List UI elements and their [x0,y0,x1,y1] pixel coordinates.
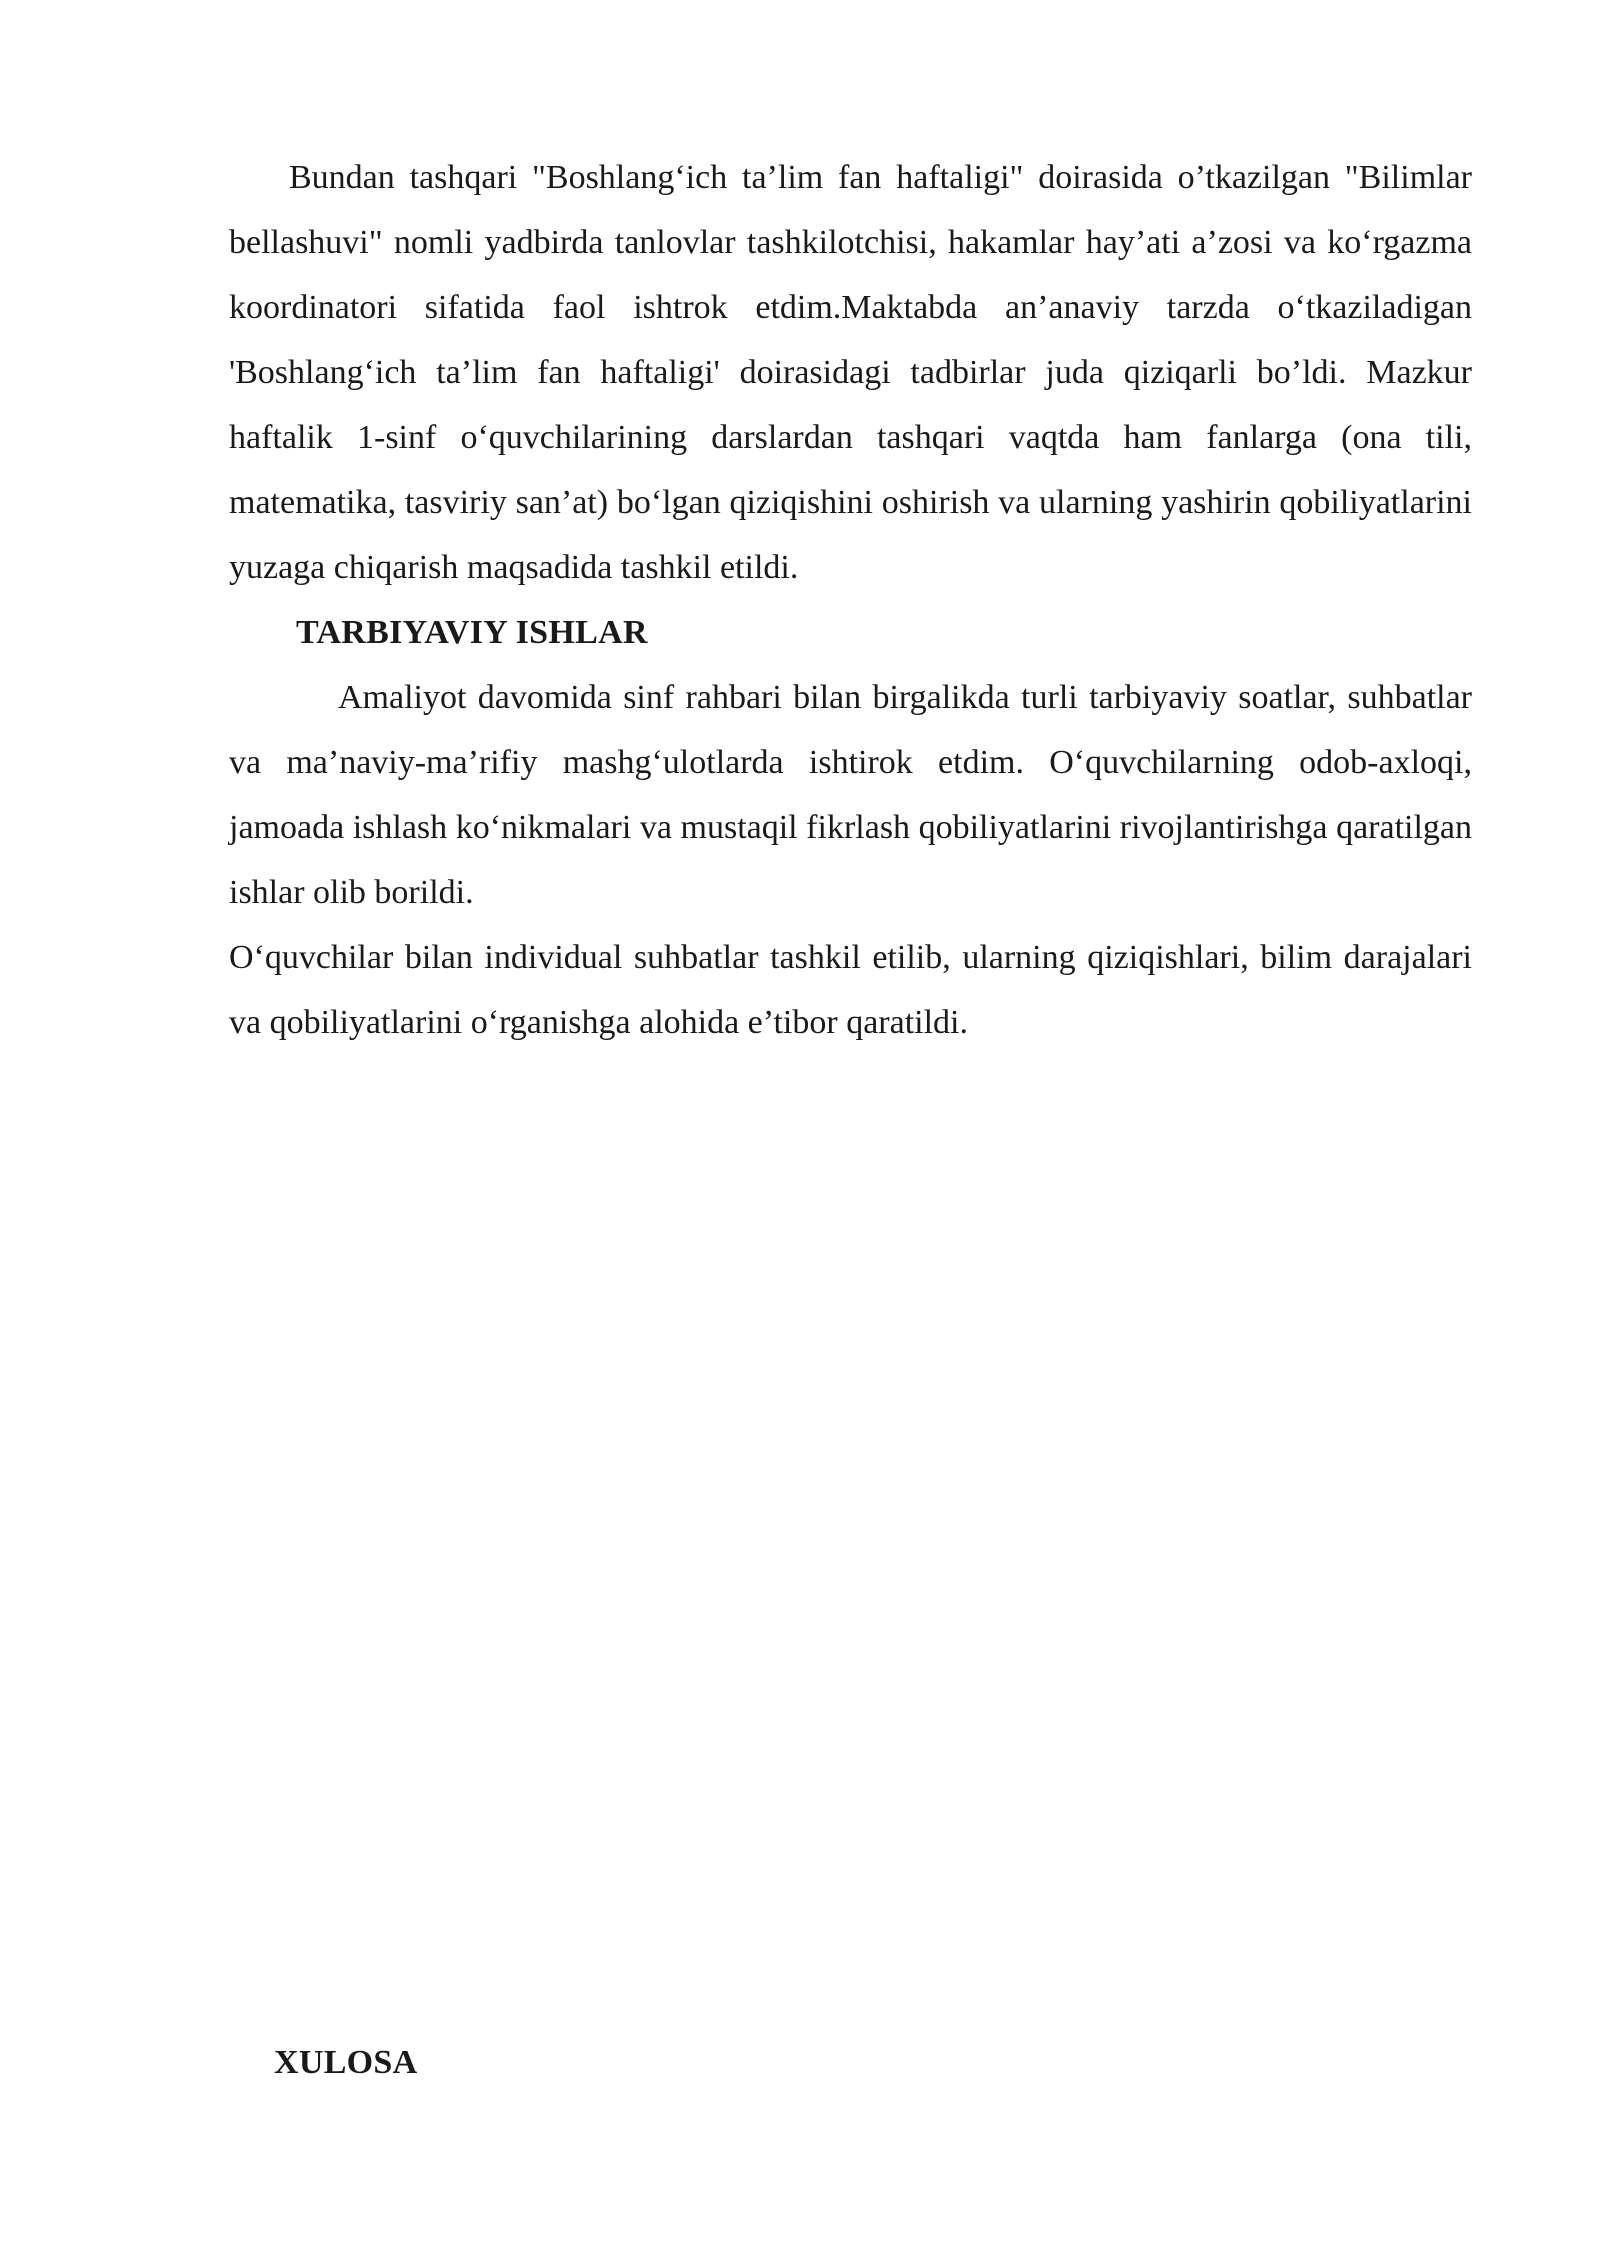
heading-xulosa: XULOSA [274,2044,418,2081]
paragraph-individual-suhbatlar: O‘quvchilar bilan individual suhbatlar tashkil etilib, ularning qiziqishlari, bilim darajalari va qobiliyatlarini o‘rganishga alohida e’tibor qaratildi. [229,939,1472,1041]
heading-tarbiyaviy-ishlar: TARBIYAVIY ISHLAR [296,614,648,651]
paragraph-fan-haftaligi: Bundan tashqari "Boshlang‘ich ta’lim fan haftaligi" doirasida o’tkazilgan "Bilimlar bellashuvi" nomli yadbirda tanlovlar tashkilotchisi, hakamlar hay’ati a’zosi va ko‘rgazma koordinatori sifatida faol ishtrok etdim.Maktabda an’anaviy tarzda o‘tkaziladigan 'Boshlang‘ich ta’lim fan haftaligi' doirasidagi tadbirlar juda qiziqarli bo’ldi. Mazkur haftalik 1-sinf o‘quvchilarining darslardan tashqari vaqtda ham fanlarga (ona tili, matematika, tasviriy san’at) bo‘lgan qiziqishini oshirish va ularning yashirin qobiliyatlarini yuzaga chiqarish maqsadida tashkil etildi. [229,159,1472,586]
paragraph-amaliyot: Amaliyot davomida sinf rahbari bilan birgalikda turli tarbiyaviy soatlar, suhbatlar va ma’naviy-ma’rifiy mashg‘ulotlarda ishtirok etdim. O‘quvchilarning odob-axloqi, jamoada ishlash ko‘nikmalari va mustaqil fikrlash qobiliyatlarini rivojlantirishga qaratilgan ishlar olib borildi. [229,679,1472,911]
